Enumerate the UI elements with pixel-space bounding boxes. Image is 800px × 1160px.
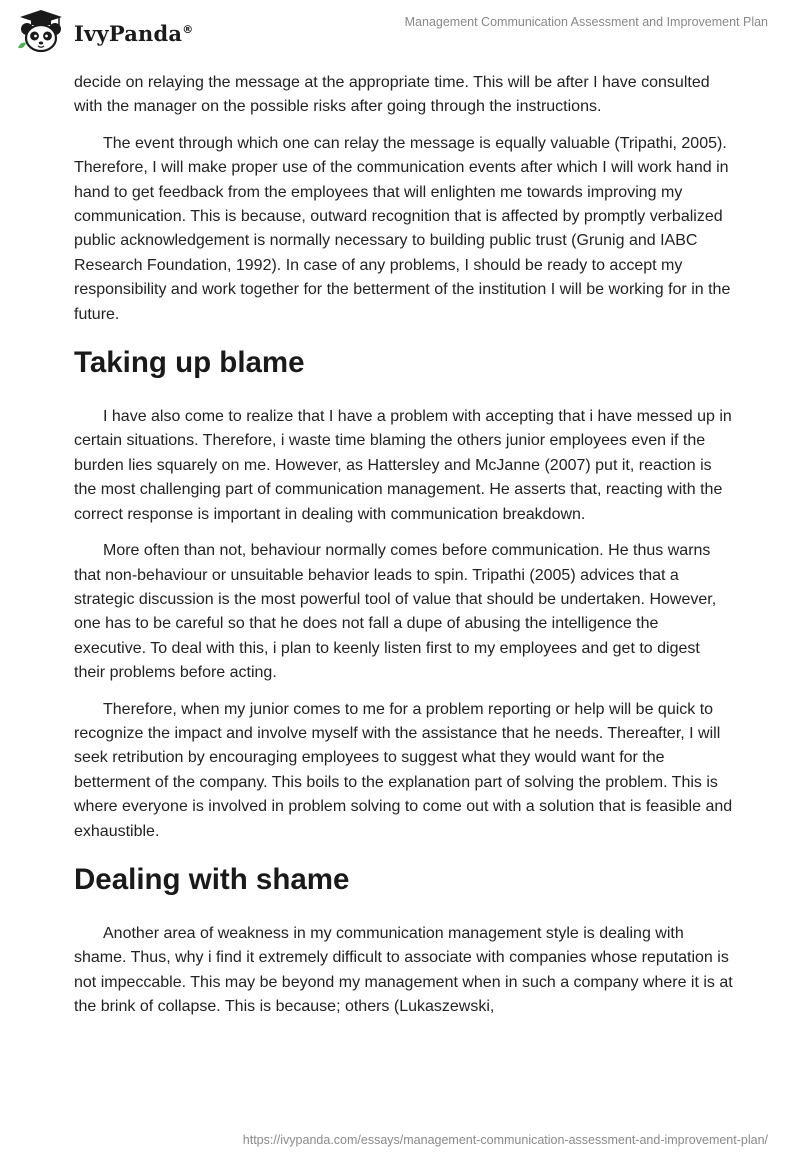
paragraph: I have also come to realize that I have a problem with accepting that i have messed up in certain situations. Therefore, i waste time blaming the others junior employees even if the burden lies squarely on me. However, as Hattersley and McJanne (2007) put it, reaction is the most challenging part of communication management. He asserts that, reacting with the correct response is important in dealing with communication breakdown. <box>74 408 732 523</box>
paragraph: Therefore, when my junior comes to me for a problem reporting or help will be quick to recognize the impact and involve myself with the assistance that he needs. Thereafter, I will seek retribution by encouraging employees to suggest what they would want for the betterment of the company. This boils to the explanation part of solving the problem. This is where everyone is involved in problem solving to come out with a solution that is feasible and exhaustible. <box>74 700 733 840</box>
essay-content <box>74 71 734 1032</box>
source-url[interactable]: https://ivypanda.com/essays/management-communication-assessment-and-improvement-plan/ <box>242 1133 768 1147</box>
section-heading-dealing-with-shame: Dealing with shame <box>74 862 350 896</box>
page-header <box>0 0 800 60</box>
brand-name: IvyPanda® <box>74 20 194 46</box>
paragraph-continued: decide on relaying the message at the appropriate time. This will be after I have consulted with the manager on the possible risks after going through the instructions. <box>74 74 710 116</box>
paragraph: The event through which one can relay the message is equally valuable (Tripathi, 2005). Therefore, I will make proper use of the communication events after which I will work hand in hand to get feedback from the employees that will enlighten me towards improving my communication. This is because, outward recognition that is affected by promptly verbalized public acknowledgement is normally necessary to building public trust (Grunig and IABC Research Foundation, 1992). In case of any problems, I should be ready to accept my responsibility and work together for the betterment of the institution I will be working for in the future. <box>74 134 731 323</box>
ivypanda-logo[interactable] <box>14 8 193 54</box>
paragraph: Another area of weakness in my communication management style is dealing with shame. Thus, why i find it extremely difficult to associate with companies whose reputation is not impeccable. This may be beyond my management when in such a company where it is at the brink of collapse. This is because; others (Lukaszewski, <box>74 924 733 1016</box>
panda-logo-icon <box>14 8 68 54</box>
registered-mark: ® <box>182 22 194 36</box>
document-title: Management Communication Assessment and Improvement Plan <box>404 15 768 29</box>
section-heading-taking-up-blame: Taking up blame <box>74 346 305 380</box>
paragraph: More often than not, behaviour normally comes before communication. He thus warns that non-behaviour or unsuitable behavior leads to spin. Tripathi (2005) advices that a strategic discussion is the most powerful tool of value that should be undertaken. However, one has to be careful so that he does not fall a dupe of abusing the intelligence the executive. To deal with this, i plan to keenly listen first to my employees and get to digest their problems before acting. <box>74 542 717 682</box>
